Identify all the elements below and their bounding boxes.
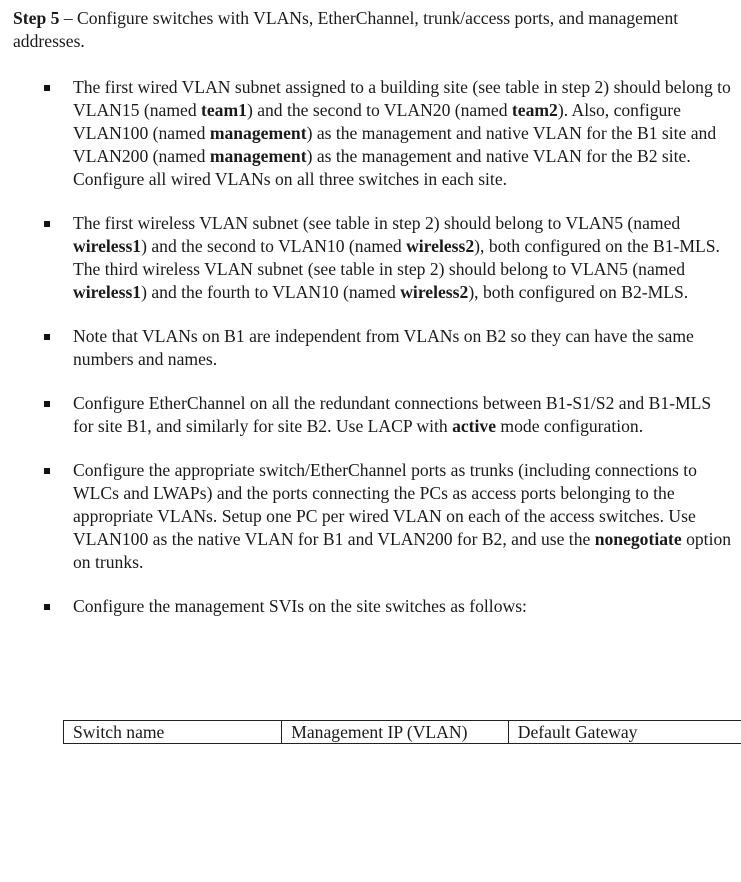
text: Configure EtherChannel on all the redundant connections between B1 <box>73 393 567 413</box>
list-item <box>0 595 735 618</box>
table-header-row <box>64 721 741 744</box>
text: mode configuration. <box>496 416 644 436</box>
text: ) and the fourth to VLAN10 (named <box>141 282 401 302</box>
bullet-icon <box>44 221 50 227</box>
bold-text: team1 <box>201 100 247 120</box>
bullet-icon <box>44 334 50 340</box>
text: The first wireless VLAN subnet (see table in step 2) should belong to VLAN5 (named <box>73 213 681 233</box>
bold-text: management <box>209 146 307 166</box>
header-switch-name: Switch name <box>64 721 282 744</box>
bold-text: management <box>209 123 307 143</box>
bold-text: nonegotiate <box>594 529 682 549</box>
list-item <box>0 459 735 574</box>
text: The first wired VLAN subnet assigned to a building site (see table in step 2) should belong to VLAN15 (named <box>73 77 731 120</box>
text: ), both configured on B2-MLS. <box>468 282 689 302</box>
bold-text: wireless2 <box>406 236 475 256</box>
management-svi-table <box>63 720 741 744</box>
text: ) as the management and native VLAN for the B2 site. Configure all wired VLANs on all three switches in each site. <box>73 146 691 189</box>
bullet-icon <box>44 468 50 474</box>
bullet-icon <box>44 85 50 91</box>
text: – Configure switches with VLANs, EtherChannel, trunk/access ports, and management addresses. <box>13 8 679 51</box>
text: ) as the management and native VLAN for the B1 site and VLAN200 (named <box>73 123 717 166</box>
list-item <box>0 325 735 371</box>
bold-text: - <box>566 393 573 413</box>
header-management-ip: Management IP (VLAN) <box>282 721 509 744</box>
list-item <box>0 76 735 191</box>
bullet-list <box>0 76 735 639</box>
bold-text: active <box>452 416 497 436</box>
text: ). Also, configure VLAN100 (named <box>73 100 681 143</box>
text: option on trunks. <box>73 529 732 572</box>
text: Configure the management SVIs on the site switches as follows: <box>73 596 527 616</box>
bold-text: team2 <box>511 100 558 120</box>
text: ) and the second to VLAN10 (named <box>141 236 407 256</box>
bullet-icon <box>44 604 50 610</box>
text: S1/S2 and B1-MLS for site B1, and similarly for site B2. Use LACP with <box>73 393 712 436</box>
text: Configure the appropriate switch/EtherChannel ports as trunks (including connections to WLCs and LWAPs) and the ports connecting the PCs as access ports belonging to the appropriate VLANs. Setup one PC per wired VLAN on each of the access switches. Use VLAN100 as the native VLAN for B1 and VLAN200 for B2, and use the <box>73 460 697 549</box>
text: Note that VLANs on B1 are independent from VLANs on B2 so they can have the same numbers and names. <box>73 326 694 369</box>
text: ) and the second to VLAN20 (named <box>246 100 512 120</box>
header-default-gateway: Default Gateway <box>508 721 741 744</box>
list-item <box>0 212 735 304</box>
bullet-icon <box>44 401 50 407</box>
bold-text: Step 5 <box>13 8 60 28</box>
list-item <box>0 392 735 438</box>
bold-text: wireless1 <box>73 282 142 302</box>
bold-text: wireless1 <box>73 236 142 256</box>
bold-text: wireless2 <box>400 282 469 302</box>
text: ), both configured on the B1-MLS. The third wireless VLAN subnet (see table in step 2) should belong to VLAN5 (named <box>73 236 720 279</box>
step-heading <box>13 7 733 53</box>
